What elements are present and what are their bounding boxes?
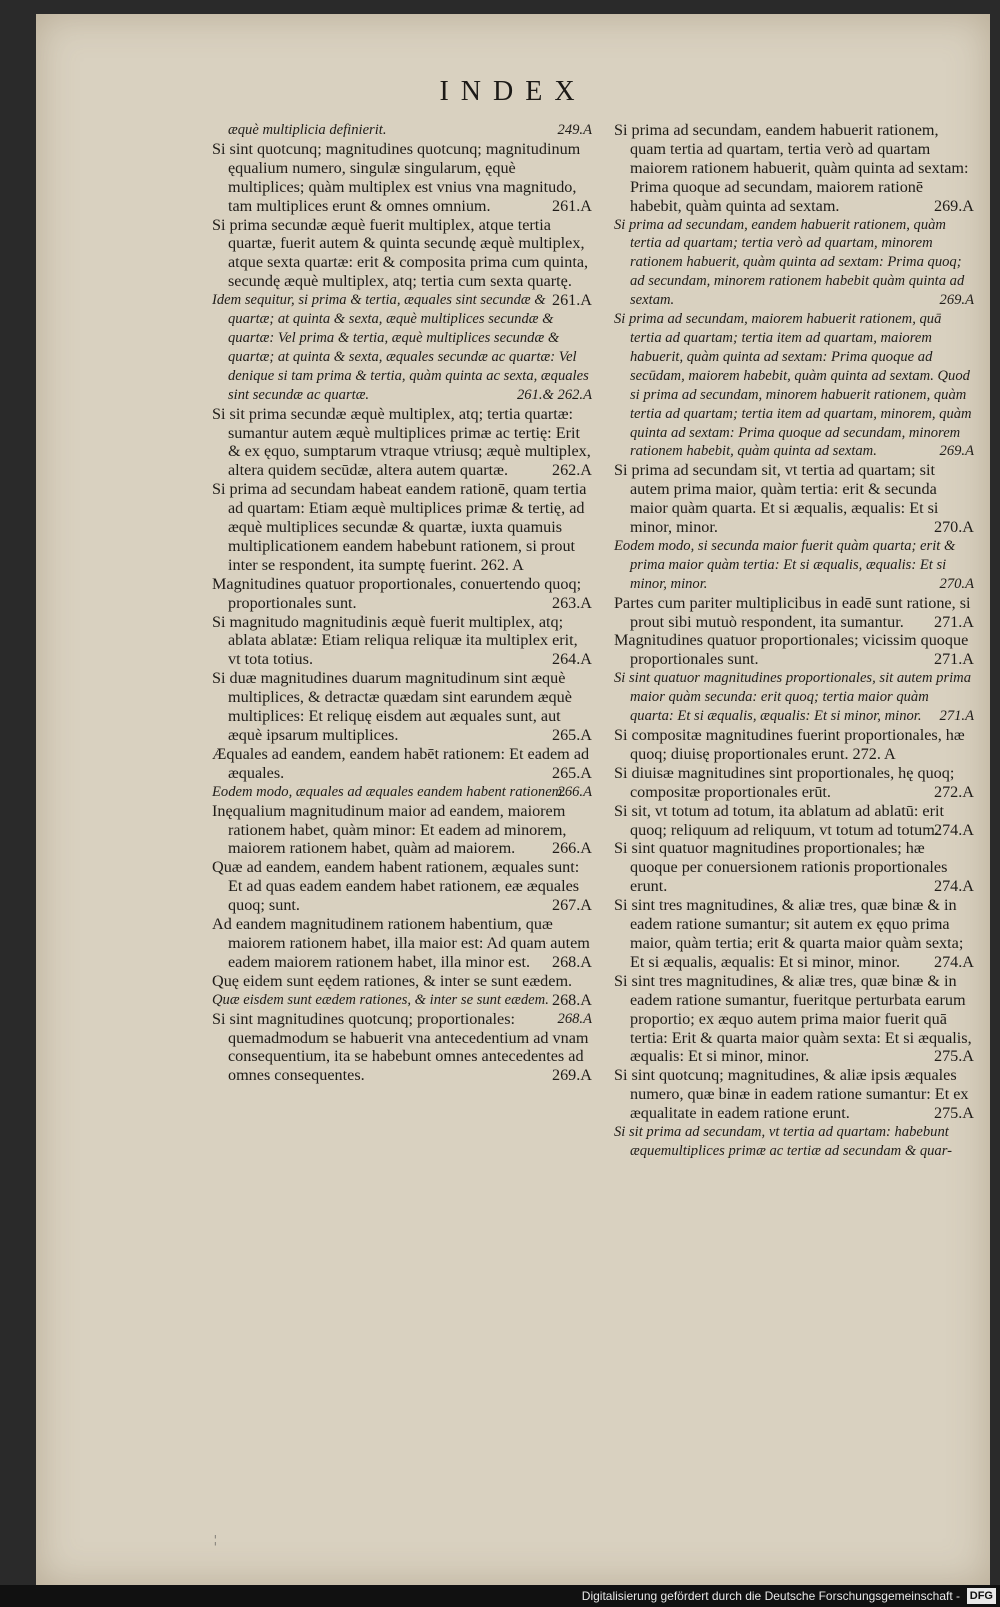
index-entry (614, 537, 974, 594)
index-column-left (212, 121, 592, 1085)
index-entry (212, 991, 592, 1027)
index-entry (212, 783, 592, 802)
index-entry (614, 631, 974, 669)
entry-text: Si sint tres magnitudines, & aliæ tres, quæ binæ & in eadem ratione sumantur, fueritque perturbata earum proportio; ex æquo autem prima maior fuerit quā tertia: Erit & quarta maior quàm sexta: Et si æqualis, æqualis: Et si minor, minor. (614, 971, 972, 1066)
page-reference: 270.A (939, 575, 974, 592)
page-reference: 274.A (933, 877, 974, 896)
footer-text: Digitalisierung gefördert durch die Deutsche Forschungsgemeinschaft - (581, 1589, 960, 1603)
index-entry (614, 121, 974, 216)
page-reference: 272. A (852, 744, 896, 763)
entry-text: Eodem modo, si secunda maior fuerit quàm quarta; erit & prima maior quàm tertia: Et si æqualis, æqualis: Et si minor, minor. (614, 537, 956, 592)
index-entry (212, 121, 592, 140)
entry-text: æquè multiplicia definierit. (228, 122, 387, 138)
index-entry (614, 461, 974, 537)
page-reference: 264.A (551, 650, 592, 669)
page-reference: 272.A (933, 782, 974, 801)
entry-text: Æquales ad eandem, eandem habēt rationem: Et eadem ad æquales. (212, 744, 590, 782)
page-reference: 267.A (551, 896, 592, 915)
page-reference: 274.A (933, 820, 974, 839)
index-entry (212, 745, 592, 783)
entry-text: Si prima secundæ æquè fuerit multiplex, atque tertia quartæ, fuerit autem & quinta secundę æquè multiplex, atque sexta quartæ: erit & composita prima cum quinta, secundę æquè multiplex, atq; tertia cum sexta quartę. (212, 215, 589, 291)
page-reference: 269.A (939, 443, 974, 460)
page-reference: 266.A (551, 839, 592, 858)
entry-text: Si sint tres magnitudines, & aliæ tres, quæ binæ & in eadem ratione sumantur; sit autem ex ęquo prima maior, quàm tertia; erit & quarta maior quàm sexta; Et si æqualis, æqualis: Et si minor, minor. (614, 896, 964, 971)
index-entry (614, 1066, 974, 1123)
index-entry (614, 594, 974, 632)
dfg-logo: DFG (967, 1588, 996, 1604)
entry-text: Inęqualium magnitudinum maior ad eandem, maiorem rationem habet, quàm minor: Et eadem ad minorem, maiorem rationem habet, quàm ad maiorem. (212, 801, 567, 858)
page-reference: 275.A (933, 1104, 974, 1123)
entry-text: Quæ eisdem sunt eædem rationes, & inter se sunt eædem. (212, 991, 549, 1008)
page-reference: 270.A (933, 518, 974, 537)
margin-mark: ¦ (214, 1532, 217, 1546)
entry-text: Si compositæ magnitudines fuerint proportionales, hæ quoq; diuisę proportionales erunt. (614, 726, 965, 763)
index-entry (614, 310, 974, 461)
entry-text: Si sint quatuor magnitudines proportionales; hæ quoque per conuersionem rationis proportionales erunt. (614, 839, 948, 896)
entry-text: Si sit, vt totum ad totum, ita ablatum ad ablatū: erit quoq; reliquum ad reliquum, vt totum ad totum. (614, 801, 944, 839)
entry-text: Si diuisæ magnitudines sint proportionales, hę quoq; compositæ proportionales erūt. (614, 763, 955, 801)
entry-text: Si sit prima ad secundam, vt tertia ad quartam: habebunt æquemultiplices primæ ac tertiæ ad secundam & quar- (614, 1124, 952, 1159)
index-entry (212, 915, 592, 972)
entry-text: Si duæ magnitudines duarum magnitudinum sint æquè multiplices, & detractæ quædam sint earundem æquè multiplices: Et reliquę eisdem aut æquales sunt, aut æquè ipsarum multiplices. (212, 669, 572, 744)
index-entry (614, 802, 974, 840)
index-entry (614, 726, 974, 764)
entry-text: Si sint quatuor magnitudines proportionales, sit autem prima maior quàm secunda: erit quoq; tertia maior quàm quarta: Et si æqualis, æqualis: Et si minor, minor. (614, 670, 972, 725)
index-entry (614, 764, 974, 802)
entry-text: Quę eidem sunt eędem rationes, & inter se sunt eædem. (212, 971, 573, 990)
entry-text: Ad eandem magnitudinem rationem habentium, quæ maiorem rationem habet, illa maior est: Ad quam autem eadem maiorem rationem habet, illa minor est. (212, 915, 590, 971)
page-reference: 266.A (557, 783, 592, 800)
digitization-footer (0, 1585, 1000, 1607)
index-entry (212, 613, 592, 670)
entry-text: Eodem modo, æquales ad æquales eandem habent rationem. (212, 783, 566, 800)
index-entry (614, 1123, 974, 1161)
entry-text: Quæ ad eandem, eandem habent rationem, æquales sunt: Et ad quas eadem eandem habet rationem, eæ æquales quoq; sunt. (212, 858, 580, 915)
page-title: INDEX (439, 76, 587, 107)
page-reference: 269.A (933, 196, 974, 215)
page-reference: 261.A (551, 196, 592, 215)
index-entry (212, 480, 592, 575)
index-entry (212, 858, 592, 915)
index-entry (212, 1010, 592, 1086)
entry-text: Si prima ad secundam sit, vt tertia ad quartam; sit autem prima maior, quàm tertia: erit & secunda maior quàm quarta. Et si æqualis, æqualis: Et si minor, minor. (614, 461, 939, 537)
page-reference: 265.A (551, 726, 592, 744)
entry-text: Magnitudines quatuor proportionales, conuertendo quoq; proportionales sunt. (212, 574, 582, 612)
page-reference: 268.A (551, 990, 592, 1009)
page-reference: 263.A (551, 593, 592, 612)
entry-text: Si sit prima secundæ æquè multiplex, atq; tertia quartæ: sumantur autem æquè multiplices primæ ac tertię: Erit & ex ęquo, sumptarum vtraque vtriusq; æquè multiplex, altera quidem secūdæ, altera autem quartæ. (212, 404, 591, 480)
entry-text: Magnitudines quatuor proportionales; vicissim quoque proportionales sunt. (614, 631, 969, 669)
entry-text: Si magnitudo magnitudinis æquè fuerit multiplex, atq; ablata ablatæ: Etiam reliqua reliquæ ita multiplex erit, vt tota totius. (212, 612, 578, 669)
page-reference: 268.A (551, 952, 592, 971)
index-entry (212, 405, 592, 481)
index-entry (614, 669, 974, 726)
page-reference: 271.A (933, 612, 974, 631)
index-entry (614, 896, 974, 972)
entry-text: Si prima ad secundam habeat eandem rationē, quam tertia ad quartam: Etiam æquè multiplices primæ & tertię, ad æquè multiplices secundæ & quartæ, iuxta quamuis multiplicationem eandem habebunt rationem, si prout inter se respondent, ita sumptę fuerint. (212, 480, 587, 574)
entry-text: Si sint quotcunq; magnitudines, & aliæ ipsis æquales numero, quæ binæ in eadem ratione sumantur: Et ex æqualitate in eadem ratione erunt. (614, 1066, 969, 1123)
entry-text: Si prima ad secundam, eandem habuerit rationem, quam tertia ad quartam, tertia verò ad quartam maiorem rationem habuerit, quàm quinta ad sextam: Prima quoque ad secundam, maiorem rationē habebit, quàm quinta ad sextam. (614, 121, 969, 215)
index-entry (614, 839, 974, 896)
index-entry (212, 575, 592, 613)
page-reference: 268.A (557, 1010, 592, 1027)
page-reference: 271.A (939, 708, 974, 725)
index-entry (614, 972, 974, 1067)
entry-text: Idem sequitur, si prima & tertia, æquales sint secundæ & quartæ; at quinta & sexta, æquè multiplices secundæ & quartæ: Vel prima & tertia, æquè multiplices secundæ & quartæ; at quinta & sexta, æquales secundæ ac quartæ: Vel denique si tam prima & tertia, quàm quinta ac sexta, æquales sint secundæ ac quartæ. (212, 292, 589, 403)
index-entry (212, 291, 592, 404)
entry-text: Si prima ad secundam, eandem habuerit rationem, quàm tertia ad quartam; tertia verò ad quartam, minorem rationem habuerit, quàm quinta ad sextam: Prima quoq; ad secundam, minorem rationem habebit quàm quinta ad sextam. (614, 216, 965, 309)
page-reference: 274.A (933, 952, 974, 971)
entry-text: Si sint magnitudines quotcunq; proportionales: quemadmodum se habuerit vna antecedentium ad vnam consequentium, ita se habebunt omnes antecedentes ad omnes consequentes. (212, 1009, 589, 1085)
index-entry (212, 802, 592, 859)
page-reference: 269.A (939, 292, 974, 309)
index-entry (614, 216, 974, 311)
entry-text: Si sint quotcunq; magnitudines quotcunq; magnitudinum ęqualium numero, singulæ singularum, ęquè multiplices; quàm multiplex est vnius vna magnitudo, tam multiplices erunt & omnes omnium. (212, 139, 581, 215)
page-reference: 262. A (480, 555, 524, 574)
page-reference: 269.A (551, 1066, 592, 1085)
page-reference: 249.A (557, 122, 592, 138)
page-reference: 271.A (933, 650, 974, 669)
page-reference: 261.& 262.A (517, 386, 592, 403)
index-column-right (614, 121, 974, 1161)
index-entry (212, 140, 592, 216)
index-entry (212, 215, 592, 310)
page-reference: 261.A (551, 291, 592, 310)
index-entry (212, 669, 592, 745)
entry-text: Partes cum pariter multiplicibus in eadē sunt ratione, si prout sibi mutuò respondent, ita sumantur. (614, 593, 971, 631)
page-reference: 275.A (933, 1047, 974, 1066)
page-reference: 262.A (551, 461, 592, 480)
entry-text: Si prima ad secundam, maiorem habuerit rationem, quā tertia ad quartam; tertia item ad quartam, maiorem habuerit, quàm quinta ad sextam: Prima quoque ad secūdam, maiorem habebit, quàm quinta ad sextam. Quod si prima ad secundam, minorem habuerit rationem, quàm tertia ad quartam; tertia item ad quartam, minorem, quàm quinta ad sextam: Prima quoque ad secundam, minorem rationem habebit, quàm quinta ad sextam. (614, 311, 972, 460)
book-page (36, 14, 990, 1586)
page-reference: 265.A (551, 763, 592, 782)
